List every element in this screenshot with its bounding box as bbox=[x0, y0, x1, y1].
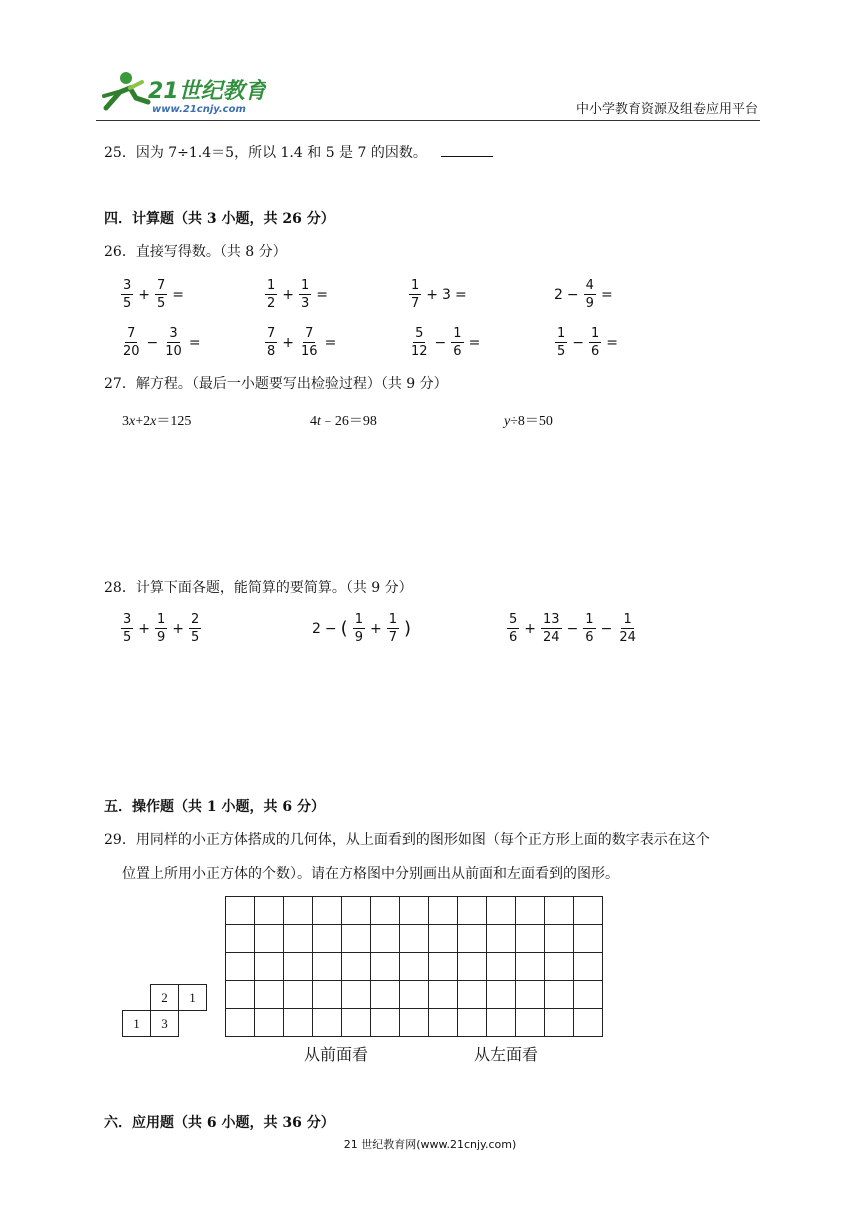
grid-cell[interactable] bbox=[371, 925, 400, 953]
grid-cell[interactable] bbox=[429, 981, 458, 1009]
fraction: $\frac{13}{24}$ bbox=[543, 612, 560, 645]
top-view-cell: 3 bbox=[151, 1011, 179, 1037]
q27-equation-1: 3x+2x＝125 bbox=[122, 414, 192, 429]
grid-cell[interactable] bbox=[487, 1009, 516, 1037]
q26-expr-4: 2 − $\frac{4}{9}$ = bbox=[554, 278, 613, 311]
answer-blank[interactable] bbox=[441, 142, 493, 157]
footer-text: 21 世纪教育网(www.21cnjy.com) bbox=[343, 1138, 517, 1151]
grid-cell[interactable] bbox=[371, 897, 400, 925]
grid-cell[interactable] bbox=[255, 925, 284, 953]
grid-cell[interactable] bbox=[574, 953, 603, 981]
grid-cell[interactable] bbox=[458, 953, 487, 981]
header-divider bbox=[96, 120, 760, 121]
grid-cell[interactable] bbox=[545, 1009, 574, 1037]
grid-cell[interactable] bbox=[545, 897, 574, 925]
grid-cell[interactable] bbox=[371, 981, 400, 1009]
fraction: $\frac{2}{5}$ bbox=[191, 612, 200, 645]
fraction: $\frac{7}{16}$ bbox=[301, 326, 318, 359]
grid-cell[interactable] bbox=[400, 981, 429, 1009]
top-view-cell: 1 bbox=[123, 1011, 151, 1037]
q28-expr-3: $\frac{5}{6}$ + $\frac{13}{24}$ − $\frac{1}{6}$ − $\frac{1}{24}$ bbox=[509, 612, 636, 645]
fraction: $\frac{1}{2}$ bbox=[267, 278, 276, 311]
q26-expr-6: $\frac{7}{8}$ + $\frac{7}{16}$ = bbox=[267, 326, 337, 359]
grid-cell[interactable] bbox=[342, 953, 371, 981]
grid-cell[interactable] bbox=[545, 953, 574, 981]
grid-cell[interactable] bbox=[284, 1009, 313, 1037]
grid-cell[interactable] bbox=[545, 981, 574, 1009]
grid-cell[interactable] bbox=[545, 925, 574, 953]
grid-cell[interactable] bbox=[342, 981, 371, 1009]
question-25 bbox=[104, 142, 493, 163]
grid-cell[interactable] bbox=[255, 981, 284, 1009]
grid-cell[interactable] bbox=[284, 953, 313, 981]
grid-cell[interactable] bbox=[342, 925, 371, 953]
question-29-line-2: 位置上所用小正方体的个数）。请在方格图中分别画出从前面和左面看到的图形。 bbox=[122, 866, 619, 882]
grid-cell[interactable] bbox=[400, 1009, 429, 1037]
grid-cell[interactable] bbox=[313, 953, 342, 981]
grid-cell[interactable] bbox=[284, 897, 313, 925]
fraction: $\frac{7}{5}$ bbox=[157, 278, 166, 311]
q26-expr-2: $\frac{1}{2}$ + $\frac{1}{3}$ = bbox=[267, 278, 329, 311]
grid-cell[interactable] bbox=[429, 1009, 458, 1037]
q27-equation-2: 4t﹣26＝98 bbox=[310, 414, 377, 429]
grid-cell[interactable] bbox=[400, 925, 429, 953]
grid-cell[interactable] bbox=[255, 897, 284, 925]
grid-cell[interactable] bbox=[516, 953, 545, 981]
top-view-cell: 1 bbox=[179, 985, 207, 1011]
q28-expr-1: $\frac{3}{5}$ + $\frac{1}{9}$ + $\frac{2}{5}$ bbox=[123, 612, 200, 645]
grid-cell[interactable] bbox=[429, 897, 458, 925]
grid-cell[interactable] bbox=[516, 897, 545, 925]
grid-cell[interactable] bbox=[342, 897, 371, 925]
grid-cell[interactable] bbox=[458, 1009, 487, 1037]
logo-url-text: www.21cnjy.com bbox=[152, 104, 246, 115]
grid-cell[interactable] bbox=[574, 925, 603, 953]
section-5-title: 五．操作题（共 1 小题，共 6 分） bbox=[104, 799, 325, 815]
grid-cell[interactable] bbox=[487, 981, 516, 1009]
grid-cell[interactable] bbox=[516, 981, 545, 1009]
grid-cell[interactable] bbox=[313, 981, 342, 1009]
q28-expr-2: 2 − ( $\frac{1}{9}$ + $\frac{1}{7}$ ) bbox=[312, 612, 412, 645]
q26-expr-3: $\frac{1}{7}$ + 3 = bbox=[411, 278, 467, 311]
grid-cell[interactable] bbox=[226, 897, 255, 925]
fraction: $\frac{1}{6}$ bbox=[585, 612, 594, 645]
fraction: $\frac{3}{5}$ bbox=[123, 612, 132, 645]
grid-cell[interactable] bbox=[487, 953, 516, 981]
fraction: $\frac{7}{20}$ bbox=[123, 326, 140, 359]
top-view-figure bbox=[122, 984, 207, 1037]
section-6-title: 六．应用题（共 6 小题，共 36 分） bbox=[104, 1115, 335, 1131]
grid-cell[interactable] bbox=[313, 925, 342, 953]
question-27-title: 27．解方程。（最后一小题要写出检验过程）（共 9 分） bbox=[104, 376, 448, 392]
grid-cell[interactable] bbox=[487, 897, 516, 925]
question-28-title: 28．计算下面各题，能简算的要简算。（共 9 分） bbox=[104, 580, 413, 596]
grid-cell[interactable] bbox=[574, 897, 603, 925]
grid-cell[interactable] bbox=[487, 925, 516, 953]
q26-expr-7: $\frac{5}{12}$ − $\frac{1}{6}$ = bbox=[411, 326, 481, 359]
fraction: $\frac{1}{24}$ bbox=[619, 612, 636, 645]
q26-expr-8: $\frac{1}{5}$ − $\frac{1}{6}$ = bbox=[557, 326, 619, 359]
fraction: $\frac{3}{10}$ bbox=[165, 326, 182, 359]
fraction: $\frac{1}{6}$ bbox=[591, 326, 600, 359]
top-view-cell: 2 bbox=[151, 985, 179, 1011]
fraction: $\frac{5}{12}$ bbox=[411, 326, 428, 359]
grid-cell[interactable] bbox=[574, 1009, 603, 1037]
section-4-title: 四．计算题（共 3 小题，共 26 分） bbox=[104, 211, 335, 227]
fraction: $\frac{5}{6}$ bbox=[509, 612, 518, 645]
fraction: $\frac{1}{3}$ bbox=[301, 278, 310, 311]
grid-cell[interactable] bbox=[400, 897, 429, 925]
grid-cell[interactable] bbox=[429, 925, 458, 953]
grid-cell[interactable] bbox=[255, 1009, 284, 1037]
grid-cell[interactable] bbox=[400, 953, 429, 981]
grid-cell[interactable] bbox=[458, 925, 487, 953]
label-front-view: 从前面看 bbox=[304, 1045, 369, 1064]
grid-cell[interactable] bbox=[574, 981, 603, 1009]
grid-cell[interactable] bbox=[226, 981, 255, 1009]
fraction: $\frac{1}{9}$ bbox=[354, 612, 363, 645]
q27-equation-3: y÷8＝50 bbox=[504, 414, 553, 429]
grid-cell[interactable] bbox=[516, 925, 545, 953]
grid-cell[interactable] bbox=[226, 925, 255, 953]
site-name: 中小学教育资源及组卷应用平台 bbox=[575, 102, 758, 117]
fraction: $\frac{1}{7}$ bbox=[411, 278, 420, 311]
grid-cell[interactable] bbox=[371, 1009, 400, 1037]
grid-cell[interactable] bbox=[458, 981, 487, 1009]
grid-cell[interactable] bbox=[516, 1009, 545, 1037]
q26-expr-5: $\frac{7}{20}$ − $\frac{3}{10}$ = bbox=[123, 326, 201, 359]
grid-cell[interactable] bbox=[226, 1009, 255, 1037]
question-29-line-1: 29．用同样的小正方体搭成的几何体，从上面看到的图形如图（每个正方形上面的数字表示在这个 bbox=[104, 832, 710, 848]
runner-logo-icon bbox=[96, 68, 266, 116]
grid-cell[interactable] bbox=[255, 953, 284, 981]
grid-cell[interactable] bbox=[342, 1009, 371, 1037]
q26-expr-1: $\frac{3}{5}$ + $\frac{7}{5}$ = bbox=[123, 278, 185, 311]
fraction: $\frac{7}{8}$ bbox=[267, 326, 276, 359]
fraction: $\frac{1}{7}$ bbox=[388, 612, 397, 645]
grid-cell[interactable] bbox=[284, 925, 313, 953]
grid-cell[interactable] bbox=[226, 953, 255, 981]
question-26-title: 26．直接写得数。（共 8 分） bbox=[104, 244, 287, 260]
fraction: $\frac{3}{5}$ bbox=[123, 278, 132, 311]
grid-cell[interactable] bbox=[371, 953, 400, 981]
drawing-grid[interactable] bbox=[225, 896, 603, 1037]
grid-cell[interactable] bbox=[313, 897, 342, 925]
logo-text: 21世纪教育 bbox=[148, 79, 266, 104]
fraction: $\frac{1}{6}$ bbox=[453, 326, 462, 359]
grid-cell[interactable] bbox=[458, 897, 487, 925]
grid-cell[interactable] bbox=[313, 1009, 342, 1037]
fraction: $\frac{1}{9}$ bbox=[157, 612, 166, 645]
grid-cell[interactable] bbox=[429, 953, 458, 981]
label-left-view: 从左面看 bbox=[474, 1045, 539, 1064]
logo bbox=[96, 68, 266, 116]
grid-cell[interactable] bbox=[284, 981, 313, 1009]
fraction: $\frac{4}{9}$ bbox=[585, 278, 594, 311]
question-25-text: 25．因为 7÷1.4＝5，所以 1.4 和 5 是 7 的因数。 bbox=[104, 145, 427, 161]
fraction: $\frac{1}{5}$ bbox=[557, 326, 566, 359]
